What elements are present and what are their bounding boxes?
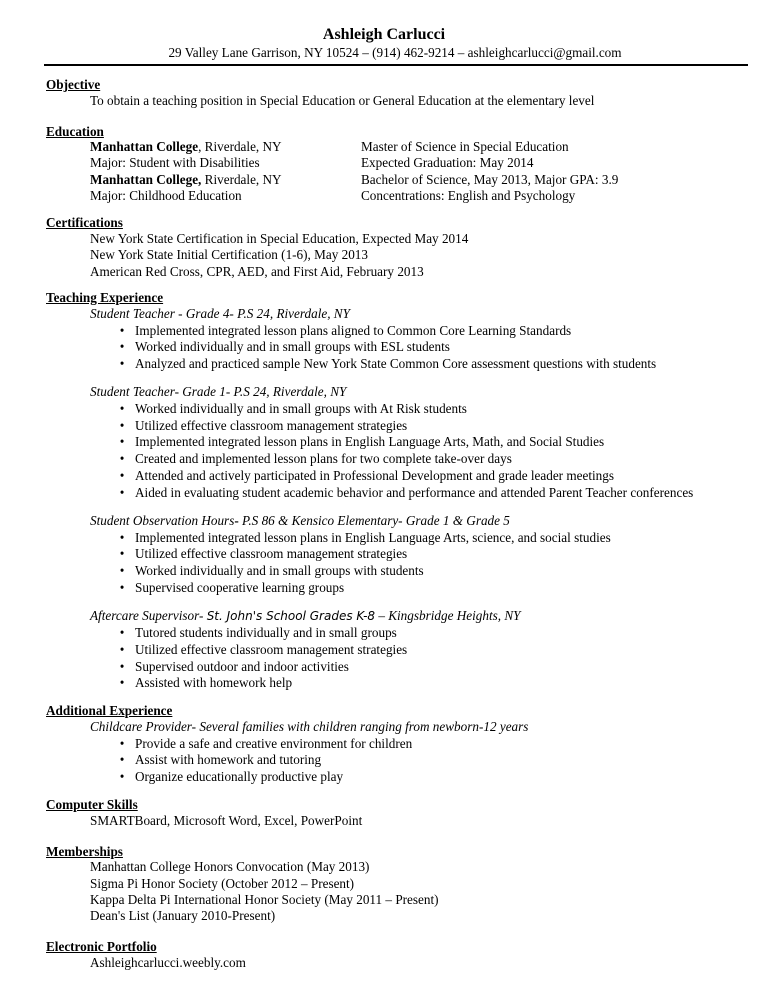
bullet-icon: •: [119, 530, 125, 545]
bullet-icon: •: [119, 401, 125, 416]
job-bullet: Assist with homework and tutoring: [135, 752, 322, 767]
computer-heading: Computer Skills: [46, 797, 138, 812]
job-title: Student Teacher - Grade 4- P.S 24, Riverdale, NY: [90, 306, 350, 321]
bullet-icon: •: [119, 675, 125, 690]
contact-line: 29 Valley Lane Garrison, NY 10524 – (914) 462-9214 – ashleighcarlucci@gmail.com: [168, 45, 622, 60]
bullet-icon: •: [119, 563, 125, 578]
bullet-icon: •: [119, 418, 125, 433]
portfolio-link[interactable]: Ashleighcarlucci.weebly.com: [90, 955, 246, 970]
education-graduation-1: Expected Graduation: May 2014: [361, 155, 534, 170]
job-title: Childcare Provider- Several families with children ranging from newborn-12 years: [90, 719, 529, 734]
bullet-icon: •: [119, 580, 125, 595]
membership-item: Kappa Delta Pi International Honor Society (May 2011 – Present): [90, 892, 439, 907]
school-location: , Riverdale, NY: [198, 139, 282, 154]
membership-item: Dean's List (January 2010-Present): [90, 908, 276, 923]
education-concentrations-2: Concentrations: English and Psychology: [361, 188, 576, 203]
job-title: [90, 608, 520, 624]
job-bullet: Implemented integrated lesson plans in English Language Arts, Math, and Social Studies: [135, 434, 605, 449]
bullet-icon: •: [119, 752, 125, 767]
job-title-part: P.S 86 & Kensico Elementary- Grade 1 & Grade 5: [242, 513, 510, 528]
header-divider: [44, 64, 748, 66]
certifications-heading: Certifications: [46, 215, 123, 230]
bullet-icon: •: [119, 451, 125, 466]
job-bullet: Created and implemented lesson plans for two complete take-over days: [135, 451, 512, 466]
bullet-icon: •: [119, 356, 125, 371]
membership-item: Manhattan College Honors Convocation (May 2013): [90, 859, 370, 874]
computer-skills-text: SMARTBoard, Microsoft Word, Excel, PowerPoint: [90, 813, 363, 828]
education-school-1: [90, 139, 282, 155]
job-title-part: Student Observation Hours: [90, 513, 235, 528]
job-bullet: Supervised cooperative learning groups: [135, 580, 345, 595]
school-name: Manhattan College: [90, 139, 199, 154]
bullet-icon: •: [119, 769, 125, 784]
bullet-icon: •: [119, 323, 125, 338]
bullet-icon: •: [119, 546, 125, 561]
bullet-icon: •: [119, 485, 125, 500]
memberships-heading: Memberships: [46, 844, 123, 859]
job-bullet: Assisted with homework help: [135, 675, 293, 690]
job-bullet: Utilized effective classroom management strategies: [135, 418, 408, 433]
job-bullet: Worked individually and in small groups with ESL students: [135, 339, 450, 354]
job-title-part: – Kingsbridge Heights, NY: [375, 608, 521, 623]
school-location: Riverdale, NY: [201, 172, 282, 187]
teaching-heading: Teaching Experience: [46, 290, 164, 305]
job-title: Student Teacher- Grade 1- P.S 24, Riverdale, NY: [90, 384, 347, 399]
bullet-icon: •: [119, 659, 125, 674]
job-bullet: Provide a safe and creative environment for children: [135, 736, 413, 751]
job-title-school: St. John's School Grades K-8: [206, 609, 376, 623]
education-school-2: [90, 172, 282, 188]
bullet-icon: •: [119, 468, 125, 483]
bullet-icon: •: [119, 434, 125, 449]
job-bullet: Aided in evaluating student academic behavior and performance and attended Parent Teacher conferences: [135, 485, 694, 500]
school-name: Manhattan College,: [90, 172, 202, 187]
education-heading: Education: [46, 124, 104, 139]
education-major-2: Major: Childhood Education: [90, 188, 242, 203]
portfolio-heading: Electronic Portfolio: [46, 939, 157, 954]
job-title-dash: -: [234, 513, 243, 528]
certification-item: New York State Initial Certification (1-6), May 2013: [90, 247, 368, 262]
bullet-icon: •: [119, 625, 125, 640]
objective-text: To obtain a teaching position in Special Education or General Education at the elementary level: [90, 93, 595, 108]
job-bullet: Supervised outdoor and indoor activities: [135, 659, 349, 674]
job-bullet: Implemented integrated lesson plans aligned to Common Core Learning Standards: [135, 323, 572, 338]
certification-item: American Red Cross, CPR, AED, and First Aid, February 2013: [90, 264, 424, 279]
job-title-part: Aftercare Supervisor-: [90, 608, 207, 623]
job-bullet: Tutored students individually and in small groups: [135, 625, 397, 640]
education-degree-2: Bachelor of Science, May 2013, Major GPA: 3.9: [361, 172, 619, 187]
membership-item: Sigma Pi Honor Society (October 2012 – Present): [90, 876, 355, 891]
certification-item: New York State Certification in Special Education, Expected May 2014: [90, 231, 469, 246]
additional-heading: Additional Experience: [46, 703, 173, 718]
education-major-1: Major: Student with Disabilities: [90, 155, 260, 170]
job-bullet: Analyzed and practiced sample New York State Common Core assessment questions with students: [135, 356, 657, 371]
job-bullet: Worked individually and in small groups with At Risk students: [135, 401, 467, 416]
bullet-icon: •: [119, 642, 125, 657]
bullet-icon: •: [119, 339, 125, 354]
job-bullet: Worked individually and in small groups with students: [135, 563, 424, 578]
job-title: [90, 513, 510, 529]
bullet-icon: •: [119, 736, 125, 751]
job-bullet: Utilized effective classroom management strategies: [135, 546, 408, 561]
job-bullet: Utilized effective classroom management strategies: [135, 642, 408, 657]
candidate-name: Ashleigh Carlucci: [322, 26, 446, 43]
education-degree-1: Master of Science in Special Education: [361, 139, 569, 154]
objective-heading: Objective: [46, 77, 101, 92]
job-bullet: Attended and actively participated in Professional Development and grade leader meetings: [135, 468, 614, 483]
job-bullet: Implemented integrated lesson plans in English Language Arts, science, and social studies: [135, 530, 611, 545]
job-bullet: Organize educationally productive play: [135, 769, 344, 784]
